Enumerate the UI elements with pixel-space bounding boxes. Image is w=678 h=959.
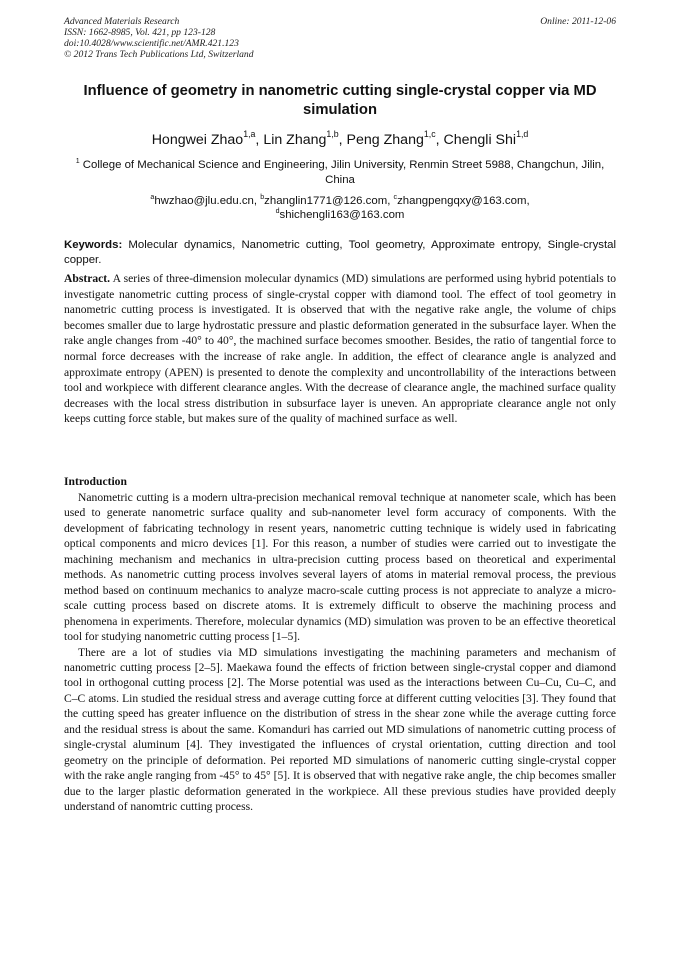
author-affil-sup: 1,c	[423, 129, 436, 140]
abstract-label: Abstract.	[64, 272, 111, 285]
issn-line: ISSN: 1662-8985, Vol. 421, pp 123-128	[64, 27, 216, 38]
author-name: Hongwei Zhao	[151, 132, 244, 148]
abstract	[64, 271, 616, 427]
email-sup: c	[393, 193, 398, 201]
introduction-body	[64, 490, 616, 815]
paper-title: Influence of geometry in nanometric cutting single-crystal copper via MD simulation	[83, 83, 597, 118]
email-list: $^a$hwzhao@jlu.edu.cn, $^b$zhanglin1771@126.com, $^c$zhangpengqxy@163.com, $^d$shichengli163@163.com	[150, 193, 530, 221]
journal-header	[64, 16, 616, 60]
email-address: zhangpengqxy@163.com	[397, 195, 527, 207]
author-affil-sup: 1,a	[243, 129, 256, 140]
affiliation-sup: 1	[75, 157, 80, 165]
online-date: Online: 2011-12-06	[540, 16, 616, 27]
doi-line: doi:10.4028/www.scientific.net/AMR.421.123	[64, 38, 239, 49]
body-paragraph: There are a lot of studies via MD simulations investigating the machining parameters and mechanism of nanometric cutting process [2–5]. Maekawa found the effects of friction between single-crystal copper and diamond tool in orthogonal cutting process [2]. The Morse potential was used as the interactions between Cu–Cu, Cu–C, and C–C atoms. Lin studied the residual stress and average cutting force at different cutting velocities [3]. They found that the cutting speed has greater influence on the distribution of stress in the shear zone while the average cutting force and the residual stress is about the same. Komanduri has carried out MD simulations of nanometric cutting process of single-crystal aluminum [4]. They investigated the influences of crystal orientation, cutting direction and tool geometry on the principle of deformation. Pei reported MD simulations of nanomeric cutting single-crystal copper with the rake angle ranging from -45° to 45° [5]. It is observed that with negative rake angle, the chip becomes smaller due to the larger plastic deformation generated in the workpiece. All these previous studies have provided deeply understand of nanomtric cutting process.	[64, 645, 616, 814]
section-heading-introduction: Introduction	[64, 475, 127, 488]
email-address: zhanglin1771@126.com	[264, 195, 388, 207]
body-paragraph: Nanometric cutting is a modern ultra-precision mechanical removal technique at nanometer scale, which has been used to generate nanometric surface quality and sub-nanometer level form accuracy of components. With the development of fabricating technology in resent years, nanometric cutting technique is widely used in fabricating optical components and micro devices [1]. For this reason, a number of studies were carried out to investigate the machining mechanism and mechanics in ultra-precision cutting process based on theoretical and experimental methods. As nanometric cutting process involves several layers of atoms in material removal process, the previous method based on continuum mechanics to analyze macro-scale cutting process is not appreciate to analyze a micro-scale cutting process based on discrete atoms. It is extremely difficult to observe the machining process and phenomena in experiments. Therefore, molecular dynamics (MD) simulation was proven to be an effective theoretical tool for studying nanometric cutting process [1–5].	[64, 491, 616, 644]
author-affil-sup: 1,d	[516, 129, 529, 140]
author-name: Lin Zhang	[263, 132, 327, 148]
author-affil-sup: 1,b	[326, 129, 339, 140]
journal-name: Advanced Materials Research	[64, 16, 180, 27]
email-sup: a	[150, 193, 155, 201]
author-name: Peng Zhang	[346, 132, 424, 148]
keywords	[64, 238, 616, 267]
email-address: shichengli163@163.com	[279, 209, 405, 221]
affiliation	[64, 158, 616, 188]
abstract-text: A series of three-dimension molecular dynamics (MD) simulations are performed using hybrid potentials to investigate nanometric cutting process of single-crystal copper with diamond tool. The effect of tool geometry in nanometric cutting process is investigated. It is observed that with the negative rake angle, the volume of chips becomes smaller due to large hydrostatic pressure and plastic deformation generated in the subsurface layer. When the rake angle changes from -40° to 40°, the machined surface becomes smoother. Besides, the ratio of tangential force to normal force decreases with the increase of rake angle. In addition, the effect of clearance angle is analyzed and approximate entropy (APEN) is presented to denote the complexity and uncontrollability of the interactions between tool and workpiece with different clearance angles. With the decrease of clearance angle, the machined surface quality decreases with the local stress distribution in subsurface layer is uneven. An appropriate clearance angle not only keeps cutting force stable, but makes sure of the quality of machined surface as well.	[64, 272, 616, 426]
email-sup: b	[260, 193, 265, 201]
author-name: Chengli Shi	[443, 132, 517, 148]
copyright-line: © 2012 Trans Tech Publications Ltd, Switzerland	[64, 49, 254, 60]
email-sup: d	[275, 207, 280, 215]
keywords-text: Molecular dynamics, Nanometric cutting, Tool geometry, Approximate entropy, Single-crystal copper.	[64, 239, 616, 266]
keywords-label: Keywords:	[64, 239, 123, 251]
affiliation-text: College of Mechanical Science and Engineering, Jilin University, Renmin Street 5988, Changchun, Jilin, China	[82, 159, 605, 186]
email-address: hwzhao@jlu.edu.cn	[154, 195, 254, 207]
author-list: Hongwei Zhao$^{1,a}$, Lin Zhang$^{1,b}$, Peng Zhang$^{1,c}$, Chengli Shi$^{1,d}$	[151, 129, 529, 148]
